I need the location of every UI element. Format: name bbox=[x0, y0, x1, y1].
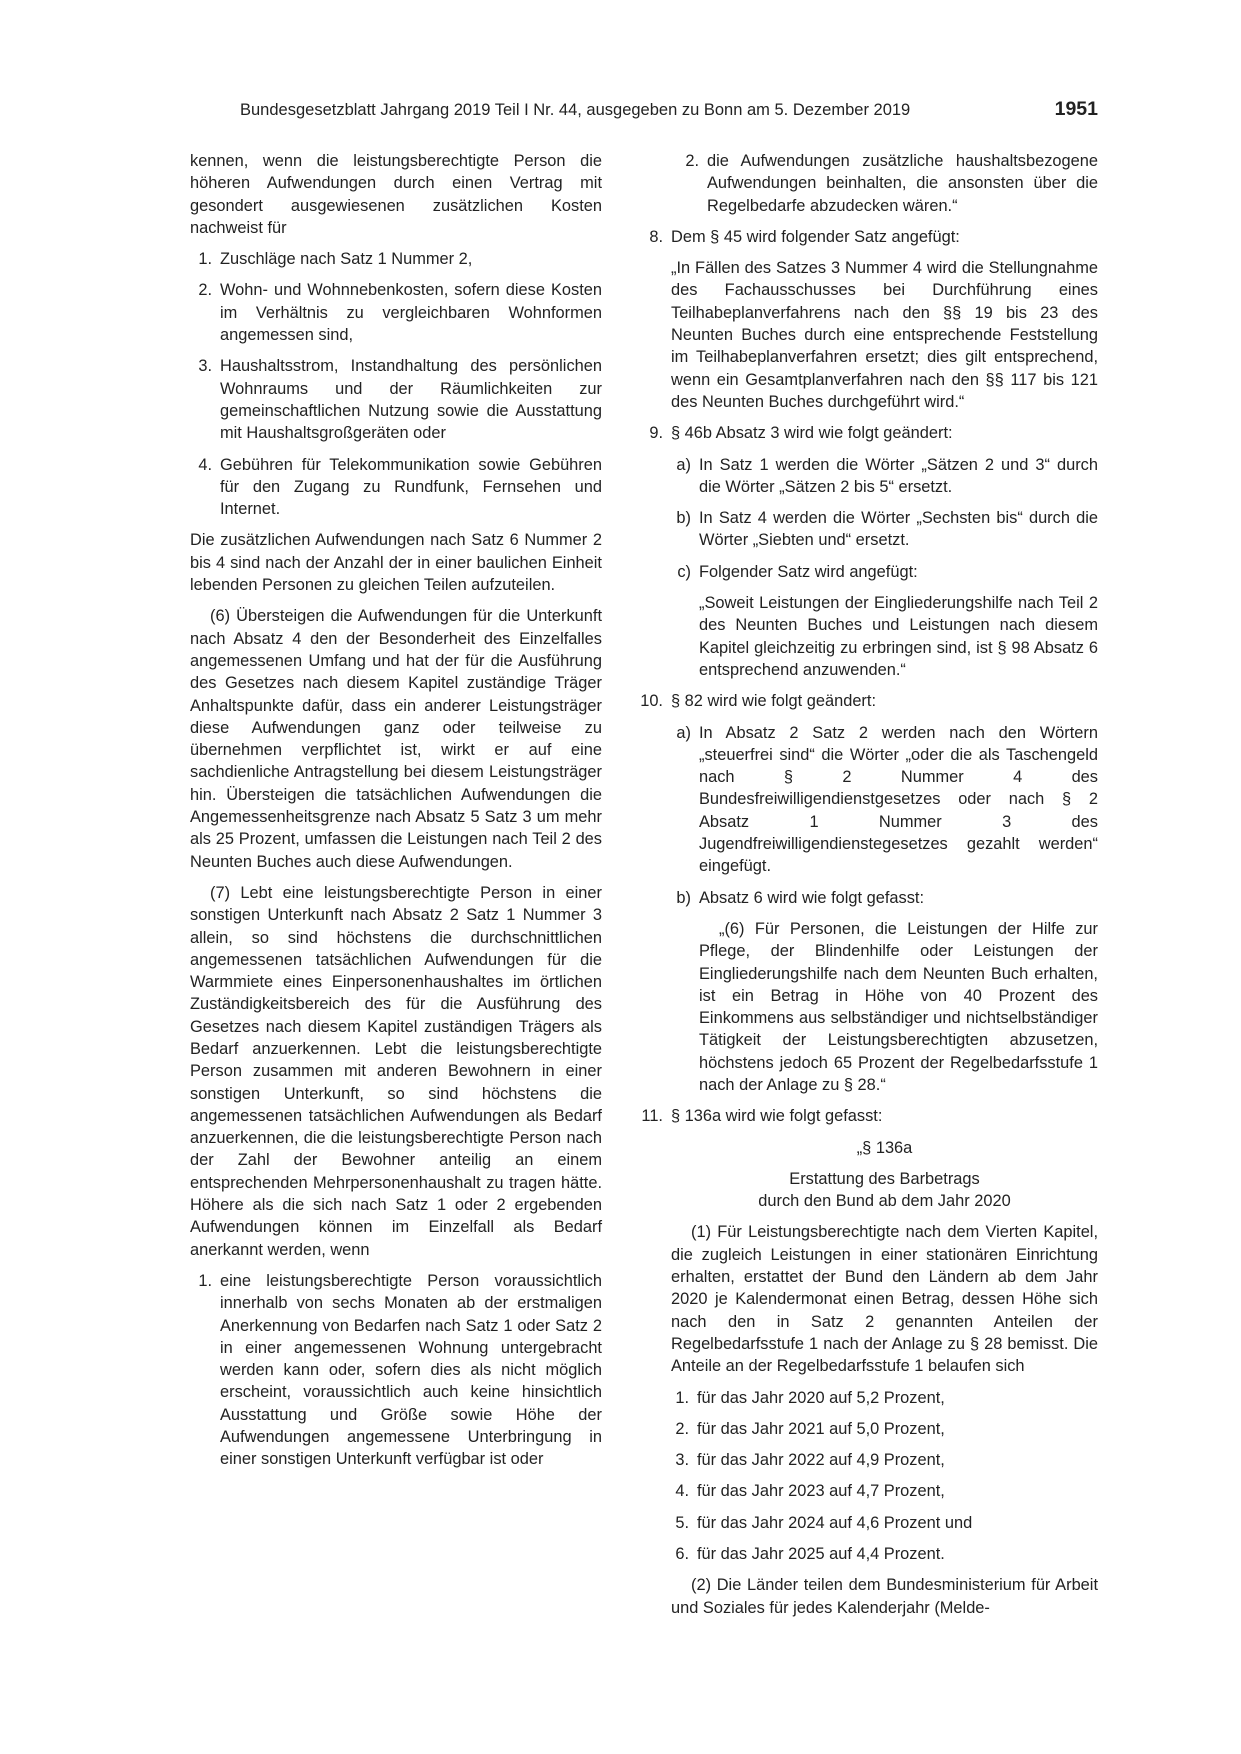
journal-title: Bundesgesetzblatt Jahrgang 2019 Teil I Nr. 44, ausgegeben zu Bonn am 5. Dezember 2019 bbox=[240, 101, 911, 119]
list-item-number: 8. bbox=[649, 227, 663, 246]
list-item-text: Wohn- und Wohnnebenkosten, sofern diese Kosten im Verhältnis zu vergleichbaren Wohnformen angemessen sind, bbox=[220, 281, 602, 345]
list-item-number: 11. bbox=[641, 1107, 663, 1126]
section-label: „§ 136a bbox=[856, 1138, 913, 1157]
list-item-text: Haushaltsstrom, Instandhaltung des persönlichen Wohnraums und der Räumlichkeiten zur gemeinschaftlichen Nutzung sowie die Ausstattung mit Haushaltsgroßgeräten oder bbox=[220, 357, 602, 443]
list-item-text: für das Jahr 2021 auf 5,0 Prozent, bbox=[697, 1419, 945, 1438]
amendment-item-10 bbox=[637, 690, 1098, 712]
list-item-number: 10. bbox=[640, 692, 663, 711]
list-item-text: für das Jahr 2024 auf 4,6 Prozent und bbox=[697, 1513, 973, 1532]
year-list-item bbox=[637, 1418, 1098, 1440]
list-item-text: für das Jahr 2023 auf 4,7 Prozent, bbox=[697, 1482, 945, 1501]
list-item-number: 5. bbox=[675, 1513, 689, 1532]
list-item bbox=[637, 150, 1098, 217]
paragraph-intro: kennen, wenn die leistungsberechtigte Person die höheren Aufwendungen durch einen Vertrag mit gesondert ausgewiesenen zusätzlichen Kosten nachweist für bbox=[190, 152, 602, 237]
list-item-number: 2. bbox=[685, 152, 699, 170]
list-item-text: eine leistungsberechtigte Person voraussichtlich innerhalb von sechs Monaten ab der erstmaligen Anerkennung von Bedarfen nach Satz 1 oder Satz 2 in einer angemessenen Wohnung untergebracht werden kann oder, sofern dies als nicht möglich erscheint, voraussichtlich auch keine hinsichtlich Ausstattung und Größe sowie Höhe der Aufwendungen angemessene Unterbringung in einer sonstigen Unterkunft verfügbar ist oder bbox=[220, 1271, 602, 1469]
sub-item-letter: b) bbox=[676, 509, 691, 528]
section-title-line-1: Erstattung des Barbetrags bbox=[789, 1169, 980, 1188]
list-item-number: 4. bbox=[675, 1482, 689, 1501]
sub-item-letter: c) bbox=[677, 562, 691, 581]
list-item-number: 9. bbox=[649, 424, 663, 443]
list-item bbox=[190, 454, 602, 521]
quote-block: „In Fällen des Satzes 3 Nummer 4 wird die Stellungnahme des Fachausschusses bei Durchführung eines Teilhabeplanverfahrens nach den §§ 19 bis 23 des Neunten Buches durch eine entsprechende Feststellung im Teilhabeplanverfahren ersetzt; dies gilt entsprechend, wenn ein Gesamtplanverfahren nach den §§ 117 bis 121 des Neunten Buches durchgeführt wird.“ bbox=[671, 259, 1098, 411]
sub-item-letter: a) bbox=[676, 723, 691, 742]
list-item-number: 1. bbox=[198, 250, 212, 269]
list-item-text: Dem § 45 wird folgender Satz angefügt: bbox=[671, 227, 960, 246]
amendment-item-8 bbox=[637, 226, 1098, 248]
sub-item-text: In Absatz 2 Satz 2 werden nach den Wörtern „steuerfrei sind“ die Wörter „oder die als Taschengeld nach § 2 Nummer 4 des Bundesfreiwilligendienstgesetzes oder nach § 2 Absatz 1 Nummer 3 des Jugendfreiwilligendienstegesetzes gezahlt werden“ eingefügt. bbox=[699, 723, 1098, 876]
list-item-number: 3. bbox=[675, 1451, 689, 1470]
sub-item-text: Absatz 6 wird wie folgt gefasst: bbox=[699, 888, 925, 907]
list-item-text: § 46b Absatz 3 wird wie folgt geändert: bbox=[671, 424, 953, 443]
list-item bbox=[190, 248, 602, 270]
paragraph-6: (6) Übersteigen die Aufwendungen für die Unterkunft nach Absatz 4 den der Besonderheit des Einzelfalles angemessenen Umfang und hat der für die Ausführung des Gesetzes nach diesem Kapitel zuständige Träger Anhaltspunkte dafür, dass ein anderer Leistungsträger diese Aufwendungen ganz oder teilweise zu übernehmen verpflichtet ist, wirkt er auf eine sachdienliche Antragstellung bei diesem Leistungsträger hin. Übersteigen die tatsächlichen Aufwendungen die Angemessenheitsgrenze nach Absatz 5 Satz 3 um mehr als 25 Prozent, umfassen die Leistungen nach Teil 2 des Neunten Buches auch diese Aufwendungen. bbox=[190, 607, 602, 871]
list-item-number: 6. bbox=[675, 1545, 689, 1564]
list-item-text: § 136a wird wie folgt gefasst: bbox=[671, 1107, 883, 1126]
quote-block: „(6) Für Personen, die Leistungen der Hilfe zur Pflege, der Blindenhilfe oder Leistungen der Eingliederungshilfe nach dem Neunten Buch erhalten, ist ein Betrag in Höhe von 40 Prozent des Einkommens aus selbständiger und nichtselbständiger Tätigkeit der Leistungsberechtigten abzusetzen, höchstens jedoch 65 Prozent der Regelbedarfsstufe 1 nach der Anlage zu § 28.“ bbox=[699, 919, 1098, 1094]
amendment-item-9 bbox=[637, 422, 1098, 444]
year-list-item bbox=[637, 1512, 1098, 1534]
list-item-text: Gebühren für Telekommunikation sowie Gebühren für den Zugang zu Rundfunk, Fernsehen und Internet. bbox=[220, 455, 602, 519]
sub-item bbox=[637, 887, 1098, 909]
list-item-text: für das Jahr 2025 auf 4,4 Prozent. bbox=[697, 1545, 945, 1564]
list-item-number: 2. bbox=[675, 1419, 689, 1438]
list-item-text: die Aufwendungen zusätzliche haushaltsbezogene Aufwendungen beinhalten, die ansonsten über die Regelbedarfe abzudecken wären.“ bbox=[707, 152, 1098, 215]
paragraph-7: (7) Lebt eine leistungsberechtigte Person in einer sonstigen Unterkunft nach Absatz 2 Satz 1 Nummer 3 allein, so sind höchstens die durchschnittlichen angemessenen tatsächlichen Aufwendungen für die Warmmiete eines Einpersonenhaushaltes im örtlichen Zuständigkeitsbereich des für die Ausführung des Gesetzes nach diesem Kapitel zuständigen Trägers als Bedarf anzuerkennen. Lebt die leistungsberechtigte Person zusammen mit anderen Bewohnern in einer sonstigen Unterkunft, so sind höchstens die angemessenen tatsächlichen Aufwendungen als Bedarf anzuerkennen, die die leistungsberechtigte Person nach der Zahl der Bewohner anteilig an einem entsprechenden Mehrpersonenhaushalt zu tragen hätte. Höhere als die sich nach Satz 1 oder 2 ergebenden Aufwendungen können im Einzelfall als Bedarf anerkannt werden, wenn bbox=[190, 883, 602, 1259]
list-item bbox=[190, 355, 602, 444]
page-header bbox=[190, 98, 1098, 128]
sub-item-letter: b) bbox=[676, 888, 691, 907]
list-item-number: 4. bbox=[198, 455, 212, 474]
list-item-number: 1. bbox=[198, 1271, 212, 1290]
right-column bbox=[637, 150, 1098, 1619]
year-list-item bbox=[637, 1449, 1098, 1471]
sub-item-text: Folgender Satz wird angefügt: bbox=[699, 562, 918, 581]
sub-item bbox=[637, 722, 1098, 878]
sub-item bbox=[637, 561, 1098, 583]
left-column bbox=[190, 150, 602, 1471]
list-item-number: 1. bbox=[675, 1388, 689, 1407]
quote-block: „Soweit Leistungen der Eingliederungshilfe nach Teil 2 des Neunten Buches und Leistungen nach diesem Kapitel gleichzeitig zu erbringen sind, ist § 98 Absatz 6 entsprechend anzuwenden.“ bbox=[699, 594, 1098, 679]
section-paragraph-1: (1) Für Leistungsberechtigte nach dem Vierten Kapitel, die zugleich Leistungen in einer stationären Einrichtung erhalten, erstattet der Bund den Ländern ab dem Jahr 2020 je Kalendermonat einen Betrag, dessen Höhe sich nach den in Satz 2 genannten Anteilen der Regelbedarfsstufe 1 nach der Anlage zu § 28 bemisst. Die Anteile an der Regelbedarfsstufe 1 belaufen sich bbox=[671, 1223, 1098, 1376]
list-item-text: § 82 wird wie folgt geändert: bbox=[671, 692, 877, 711]
page-number: 1951 bbox=[1054, 98, 1098, 120]
list-item bbox=[190, 279, 602, 346]
paragraph-additional-costs: Die zusätzlichen Aufwendungen nach Satz 6 Nummer 2 bis 4 sind nach der Anzahl der in einer baulichen Einheit lebenden Personen zu gleichen Teilen aufzuteilen. bbox=[190, 531, 602, 595]
list-item-text: für das Jahr 2020 auf 5,2 Prozent, bbox=[697, 1388, 945, 1407]
sub-item bbox=[637, 507, 1098, 552]
list-item bbox=[190, 1270, 602, 1471]
list-item-text: Zuschläge nach Satz 1 Nummer 2, bbox=[220, 250, 473, 269]
sub-item bbox=[637, 454, 1098, 499]
year-list-item bbox=[637, 1387, 1098, 1409]
list-item-number: 2. bbox=[198, 281, 212, 300]
year-list-item bbox=[637, 1543, 1098, 1565]
year-list-item bbox=[637, 1480, 1098, 1502]
amendment-item-11 bbox=[637, 1105, 1098, 1127]
section-paragraph-2: (2) Die Länder teilen dem Bundesministerium für Arbeit und Soziales für jedes Kalenderjahr (Melde- bbox=[671, 1576, 1098, 1617]
sub-item-text: In Satz 1 werden die Wörter „Sätzen 2 und 3“ durch die Wörter „Sätzen 2 bis 5“ ersetzt. bbox=[699, 455, 1098, 496]
sub-item-letter: a) bbox=[676, 455, 691, 474]
list-item-text: für das Jahr 2022 auf 4,9 Prozent, bbox=[697, 1451, 945, 1470]
list-item-number: 3. bbox=[198, 357, 212, 376]
section-title-line-2: durch den Bund ab dem Jahr 2020 bbox=[758, 1192, 1011, 1211]
sub-item-text: In Satz 4 werden die Wörter „Sechsten bis“ durch die Wörter „Siebten und“ ersetzt. bbox=[699, 509, 1098, 550]
